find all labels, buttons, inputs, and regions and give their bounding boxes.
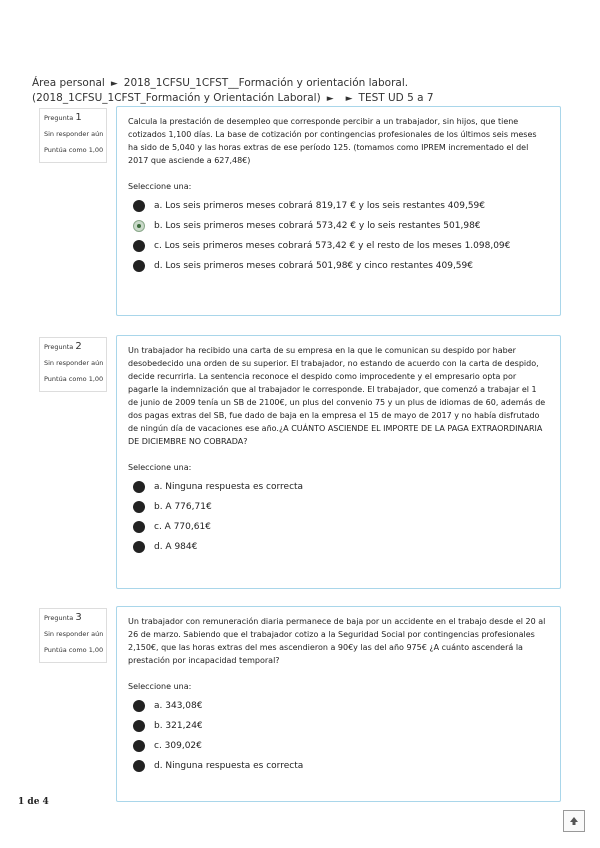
radio-button[interactable]	[133, 481, 145, 493]
answer-label[interactable]: c. A 770,61€	[154, 522, 211, 532]
answer-option[interactable]	[128, 259, 549, 273]
radio-button[interactable]	[133, 200, 145, 212]
answer-label[interactable]: d. Ninguna respuesta es correcta	[154, 761, 304, 771]
question-info	[39, 108, 107, 163]
question-label: Pregunta	[44, 343, 74, 351]
question-info	[39, 337, 107, 392]
question-number: 1	[75, 112, 82, 123]
breadcrumb-separator-icon: ►	[110, 79, 118, 89]
question-content	[116, 606, 561, 802]
question-number: 2	[75, 341, 82, 352]
question-status: Sin responder aún	[44, 359, 104, 367]
answer-label[interactable]: c. 309,02€	[154, 741, 202, 751]
radio-button[interactable]	[133, 260, 145, 272]
question-score: Puntúa como 1,00	[44, 375, 104, 383]
answer-option[interactable]	[128, 199, 549, 213]
radio-button[interactable]	[133, 760, 145, 772]
answer-option[interactable]	[128, 719, 549, 733]
radio-button[interactable]	[133, 720, 145, 732]
breadcrumb	[32, 76, 577, 106]
question-number: 3	[75, 612, 82, 623]
answer-label[interactable]: b. A 776,71€	[154, 502, 212, 512]
radio-button[interactable]	[133, 541, 145, 553]
breadcrumb-separator-icon: ►	[345, 94, 353, 104]
answer-prompt: Seleccione una:	[128, 182, 192, 191]
radio-button[interactable]	[133, 700, 145, 712]
question-label: Pregunta	[44, 614, 74, 622]
question-label: Pregunta	[44, 114, 74, 122]
answer-option[interactable]	[128, 520, 549, 534]
answer-label[interactable]: c. Los seis primeros meses cobrará 573,42 € y el resto de los meses 1.098,09€	[154, 241, 511, 251]
question-content	[116, 335, 561, 589]
answer-option[interactable]	[128, 219, 549, 233]
question-content	[116, 106, 561, 316]
answer-option[interactable]	[128, 480, 549, 494]
answer-label[interactable]: d. A 984€	[154, 542, 198, 552]
answer-option[interactable]	[128, 739, 549, 753]
answer-label[interactable]: d. Los seis primeros meses cobrará 501,98€ y cinco restantes 409,59€	[154, 261, 473, 271]
question-score: Puntúa como 1,00	[44, 146, 104, 154]
question-text: Un trabajador ha recibido una carta de su empresa en la que le comunican su despido por haber desobedecido una orden de su superior. El trabajador, no estando de acuerdo con la carta de despido, decide recurrirla. La sentencia reconoce el despido como improcedente y el empresario opta por pagarle la indemnización que al trabajador le corresponde. El trabajador, que comenzó a trabajar el 1 de junio de 2009 tenía un SB de 2100€, un plus del convenio 75 y un plus de idiomas de 60, además de dos pagas extras del SB, fue dado de baja en la empresa el 15 de mayo de 2017 y no había disfrutado de ningún día de vacaciones ese año.¿A CUÁNTO ASCIENDE EL IMPORTE DE LA PAGA EXTRAORDINARIA DE DICIEMBRE NO COBRADA?	[128, 346, 546, 446]
answer-label[interactable]: b. Los seis primeros meses cobrará 573,42 € y lo seis restantes 501,98€	[154, 221, 481, 231]
answer-label[interactable]: b. 321,24€	[154, 721, 203, 731]
radio-button[interactable]	[133, 501, 145, 513]
question-status: Sin responder aún	[44, 630, 104, 638]
scroll-to-top-button[interactable]	[563, 810, 585, 832]
page-counter: 1 de 4	[18, 797, 49, 807]
radio-button-selected[interactable]	[133, 220, 145, 232]
answer-label[interactable]: a. Ninguna respuesta es correcta	[154, 482, 304, 492]
question-text: Un trabajador con remuneración diaria permanece de baja por un accidente en el trabajo desde el 20 al 26 de marzo. Sabiendo que el trabajador cotizo a la Seguridad Social por contingencias profesionales 2,150€, que las horas extras del mes ascendieron a 90€y las del año 975€ ¿A cuánto ascenderá la prestación por incapacidad temporal?	[128, 617, 546, 665]
answer-option[interactable]	[128, 239, 549, 253]
answer-option[interactable]	[128, 500, 549, 514]
radio-button[interactable]	[133, 740, 145, 752]
answer-option[interactable]	[128, 699, 549, 713]
breadcrumb-separator-icon: ►	[326, 94, 334, 104]
answer-option[interactable]	[128, 759, 549, 773]
question-status: Sin responder aún	[44, 130, 104, 138]
answer-option[interactable]	[128, 540, 549, 554]
breadcrumb-course-link[interactable]: 2018_1CFSU_1CFST__Formación y orientación laboral. (2018_1CFSU_1CFST_Formación y Orientación Laboral)	[32, 77, 409, 104]
radio-button[interactable]	[133, 521, 145, 533]
answer-label[interactable]: a. Los seis primeros meses cobrará 819,17 € y los seis restantes 409,59€	[154, 201, 486, 211]
answer-prompt: Seleccione una:	[128, 682, 192, 691]
answer-label[interactable]: a. 343,08€	[154, 701, 203, 711]
question-info	[39, 608, 107, 663]
breadcrumb-quiz-link[interactable]: TEST UD 5 a 7	[358, 92, 434, 104]
question-text: Calcula la prestación de desempleo que corresponde percibir a un trabajador, sin hijos, que tiene cotizados 1,100 días. La base de cotización por contingencias profesionales de los últimos seis meses ha sido de 5,040 y las horas extras de ese período 125. (tomamos como IPREM incrementado el del 2017 que asciende a 627,48€)	[128, 117, 537, 165]
arrow-up-icon	[569, 816, 579, 826]
answer-prompt: Seleccione una:	[128, 463, 192, 472]
question-score: Puntúa como 1,00	[44, 646, 104, 654]
breadcrumb-home-link[interactable]: Área personal	[32, 77, 105, 89]
radio-button[interactable]	[133, 240, 145, 252]
